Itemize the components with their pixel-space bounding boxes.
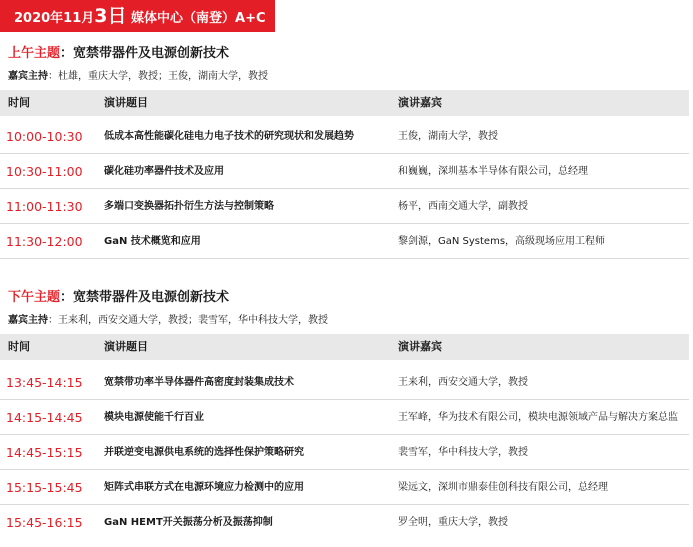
session-time: 13:45-14:15	[6, 375, 83, 390]
session-speaker: 和巍巍，深圳基本半导体有限公司，总经理	[398, 166, 588, 177]
session-topic: 模块电源使能千行百业	[104, 412, 204, 423]
banner-date-prefix: 2020年11月	[14, 11, 95, 26]
session-speaker: 王军峰，华为技术有限公司，模块电源领域产品与解决方案总监	[398, 412, 678, 423]
session-topic: GaN 技术概览和应用	[104, 236, 201, 247]
session-topic: 碳化硅功率器件技术及应用	[104, 166, 224, 177]
morning-table-header	[0, 90, 689, 116]
session-speaker: 王俊，湖南大学，教授	[398, 131, 498, 142]
session-time: 15:45-16:15	[6, 515, 83, 530]
session-speaker: 黎剑源，GaN Systems，高级现场应用工程师	[398, 236, 606, 247]
session-topic: 矩阵式串联方式在电源环境应力检测中的应用	[104, 482, 304, 493]
morning-host-line	[8, 67, 268, 82]
session-time: 11:30-12:00	[6, 234, 83, 249]
session-time: 14:45-15:15	[6, 445, 83, 460]
session-speaker: 杨平，西南交通大学，副教授	[398, 201, 528, 212]
table-row	[0, 155, 689, 189]
session-speaker: 裴雪军，华中科技大学，教授	[398, 447, 528, 458]
session-time: 15:15-15:45	[6, 480, 83, 495]
table-row	[0, 190, 689, 224]
afternoon-label: 下午主题	[8, 290, 61, 305]
table-row	[0, 366, 689, 400]
table-row	[0, 436, 689, 470]
session-topic: 宽禁带功率半导体器件高密度封装集成技术	[104, 377, 294, 388]
session-speaker: 王来利，西安交通大学，教授	[398, 377, 528, 388]
morning-label: 上午主题	[8, 46, 61, 61]
header-time: 时间	[8, 340, 30, 353]
session-topic: 低成本高性能碳化硅电力电子技术的研究现状和发展趋势	[104, 131, 354, 142]
morning-title: ：宽禁带器件及电源创新技术	[60, 46, 230, 61]
session-time: 10:00-10:30	[6, 129, 83, 144]
date-venue-banner	[0, 0, 275, 32]
session-speaker: 梁远文，深圳市鼎泰佳创科技有限公司，总经理	[398, 482, 608, 493]
session-time: 10:30-11:00	[6, 164, 83, 179]
session-time: 14:15-14:45	[6, 410, 83, 425]
header-topic: 演讲题目	[104, 96, 148, 109]
table-row	[0, 506, 689, 540]
afternoon-table-header	[0, 334, 689, 360]
header-topic: 演讲题目	[104, 340, 148, 353]
header-speaker: 演讲嘉宾	[398, 340, 442, 353]
afternoon-section-title	[8, 286, 229, 305]
morning-section-title	[8, 42, 229, 61]
banner-venue: 媒体中心（南登）A+C	[126, 11, 266, 26]
afternoon-host-label: 嘉宾主持	[8, 315, 48, 326]
table-row	[0, 225, 689, 259]
table-row	[0, 471, 689, 505]
session-topic: GaN HEMT开关振荡分析及振荡抑制	[104, 517, 273, 528]
morning-host-label: 嘉宾主持	[8, 71, 48, 82]
header-time: 时间	[8, 96, 30, 109]
morning-host: ：杜雄，重庆大学，教授；王俊，湖南大学，教授	[48, 71, 268, 82]
session-speaker: 罗全明，重庆大学，教授	[398, 517, 508, 528]
afternoon-host-line	[8, 311, 328, 326]
banner-day: 3日	[94, 5, 127, 27]
table-row	[0, 401, 689, 435]
afternoon-host: ：王来利，西安交通大学，教授；裴雪军，华中科技大学，教授	[48, 315, 328, 326]
afternoon-title: ：宽禁带器件及电源创新技术	[60, 290, 230, 305]
session-topic: 多端口变换器拓扑衍生方法与控制策略	[104, 201, 274, 212]
table-row	[0, 120, 689, 154]
session-time: 11:00-11:30	[6, 199, 83, 214]
header-speaker: 演讲嘉宾	[398, 96, 442, 109]
session-topic: 并联逆变电源供电系统的选择性保护策略研究	[104, 447, 304, 458]
